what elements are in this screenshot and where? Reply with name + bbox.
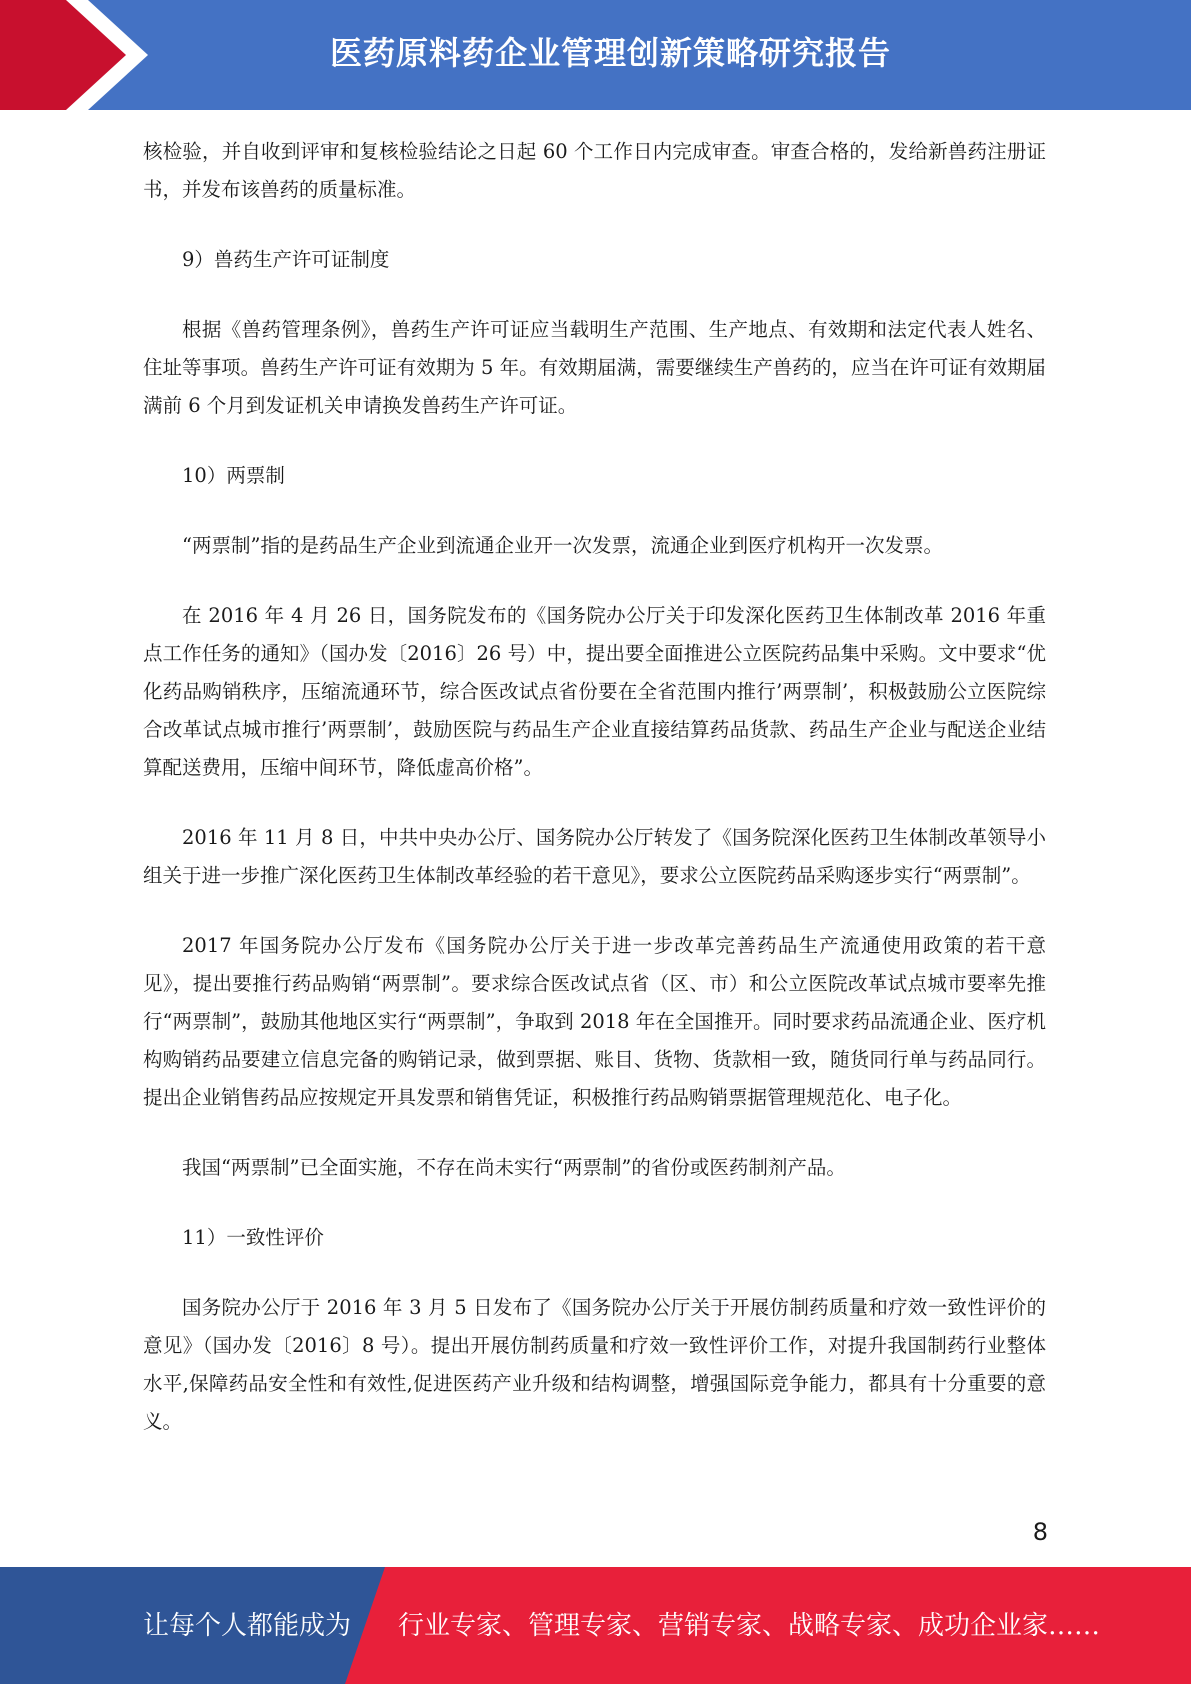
section-heading: 11）一致性评价 xyxy=(182,1226,324,1249)
paragraph: “两票制”指的是药品生产企业到流通企业开一次发票，流通企业到医疗机构开一次发票。 xyxy=(182,534,943,557)
page-number: 8 xyxy=(1032,1518,1048,1546)
paragraph: 2016 年 11 月 8 日，中共中央办公厅、国务院办公厅转发了《国务院深化医药卫生体制改革领导小组关于进一步推广深化医药卫生体制改革经验的若干意见》，要求公立医院药品采购逐步实行“两票制”。 xyxy=(143,826,1046,887)
footer-slogan-left: 让每个人都能成为 xyxy=(143,1611,352,1641)
page-content xyxy=(143,133,1046,1473)
paragraph: 根据《兽药管理条例》，兽药生产许可证应当载明生产范围、生产地点、有效期和法定代表人姓名、住址等事项。兽药生产许可证有效期为 5 年。有效期届满，需要继续生产兽药的，应当在许可证有效期届满前 6 个月到发证机关申请换发兽药生产许可证。 xyxy=(143,318,1046,417)
header-arrow-decoration xyxy=(0,0,160,110)
paragraph: 我国“两票制”已全面实施，不存在尚未实行“两票制”的省份或医药制剂产品。 xyxy=(182,1156,846,1179)
paragraph: 国务院办公厅于 2016 年 3 月 5 日发布了《国务院办公厅关于开展仿制药质量和疗效一致性评价的意见》（国办发〔2016〕8 号）。提出开展仿制药质量和疗效一致性评价工作，对提升我国制药行业整体水平,保障药品安全性和有效性,促进医药产业升级和结构调整，增强国际竞争能力，都具有十分重要的意义。 xyxy=(143,1296,1046,1433)
paragraph: 核检验，并自收到评审和复核检验结论之日起 60 个工作日内完成审查。审查合格的，发给新兽药注册证书，并发布该兽药的质量标准。 xyxy=(143,140,1046,201)
section-heading: 9）兽药生产许可证制度 xyxy=(182,248,390,271)
report-title: 医药原料药企业管理创新策略研究报告 xyxy=(330,34,892,72)
header-banner xyxy=(0,0,1191,110)
paragraph: 在 2016 年 4 月 26 日，国务院发布的《国务院办公厅关于印发深化医药卫生体制改革 2016 年重点工作任务的通知》（国办发〔2016〕26 号）中，提出要全面推进公立医院药品集中采购。文中要求“优化药品购销秩序，压缩流通环节，综合医改试点省份要在全省范围内推行’两票制’，积极鼓励公立医院综合改革试点城市推行’两票制’，鼓励医院与药品生产企业直接结算药品货款、药品生产企业与配送企业结算配送费用，压缩中间环节，降低虚高价格”。 xyxy=(143,604,1046,779)
paragraph: 2017 年国务院办公厅发布《国务院办公厅关于进一步改革完善药品生产流通使用政策的若干意见》，提出要推行药品购销“两票制”。要求综合医改试点省（区、市）和公立医院改革试点城市要率先推行“两票制”，鼓励其他地区实行“两票制”，争取到 2018 年在全国推开。同时要求药品流通企业、医疗机构购销药品要建立信息完备的购销记录，做到票据、账目、货物、货款相一致，随货同行单与药品同行。提出企业销售药品应按规定开具发票和销售凭证，积极推行药品购销票据管理规范化、电子化。 xyxy=(143,934,1046,1109)
section-heading: 10）两票制 xyxy=(182,464,285,487)
footer-slogan-right: 行业专家、管理专家、营销专家、战略专家、成功企业家…… xyxy=(398,1611,1101,1641)
footer-banner xyxy=(0,1567,1191,1684)
